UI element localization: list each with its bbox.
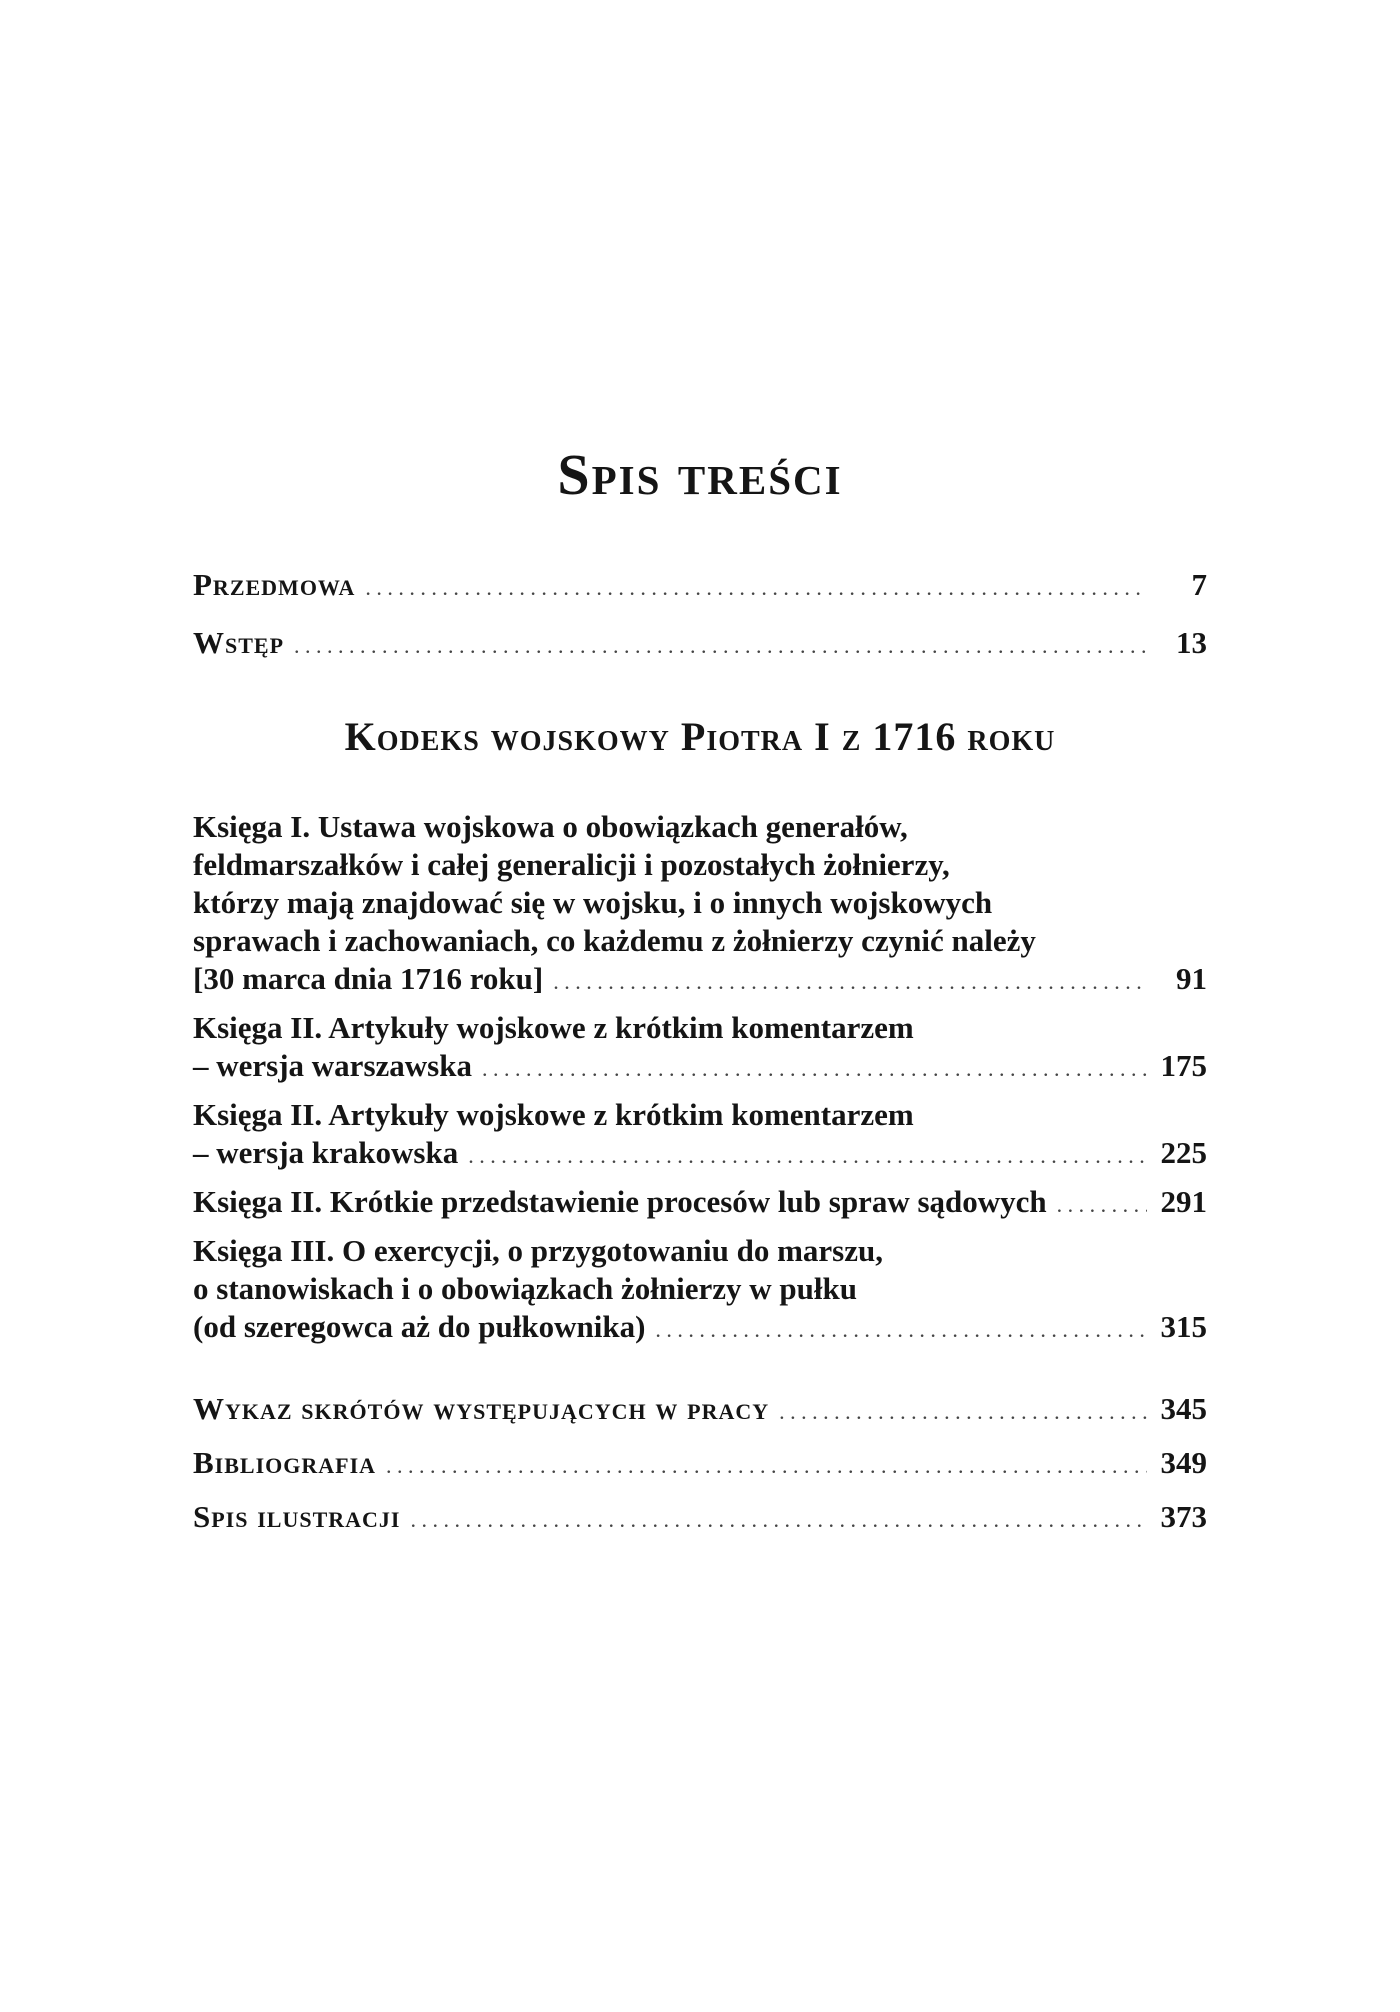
toc-entry-line: feldmarszałków i całej generalicji i pozostałych żołnierzy, — [193, 847, 950, 882]
toc-entry-ksiega-2-warszawska[interactable] — [193, 1009, 1207, 1088]
dot-leader — [482, 1047, 1147, 1088]
toc-entry-line: Księga II. Artykuły wojskowe z krótkim komentarzem — [193, 1010, 914, 1045]
toc-entry-line: Księga II. Artykuły wojskowe z krótkim komentarzem — [193, 1097, 914, 1132]
toc-page-number: 225 — [1160, 1135, 1207, 1170]
toc-front — [193, 566, 1207, 682]
toc-entry-label: Bibliografia — [193, 1445, 377, 1480]
toc-page-number: 91 — [1176, 961, 1207, 996]
dot-leader — [779, 1390, 1147, 1431]
toc-entry-ksiega-2-krakowska[interactable] — [193, 1096, 1207, 1175]
toc-entry-przedmowa[interactable] — [193, 566, 1207, 624]
toc-page-number: 175 — [1160, 1048, 1207, 1083]
toc-page-number: 7 — [1191, 567, 1207, 602]
section-heading: Kodeks wojskowy Piotra I z 1716 roku — [344, 714, 1056, 759]
toc-entry-spis-ilustracji[interactable] — [193, 1498, 1207, 1552]
dot-leader — [365, 566, 1147, 607]
toc-chapters — [193, 808, 1207, 1349]
toc-back — [193, 1390, 1207, 1552]
toc-entry-wykaz-skrotow[interactable] — [193, 1390, 1207, 1444]
toc-entry-ksiega-1[interactable] — [193, 808, 1207, 1001]
toc-page-number: 13 — [1176, 625, 1207, 660]
toc-page-number: 373 — [1160, 1499, 1207, 1534]
toc-entry-line: Księga III. O exercycji, o przygotowaniu do marszu, — [193, 1233, 883, 1268]
toc-entry-line: – wersja krakowska — [193, 1135, 459, 1170]
toc-entry-ksiega-3[interactable] — [193, 1232, 1207, 1349]
toc-entry-line: Księga I. Ustawa wojskowa o obowiązkach generałów, — [193, 809, 908, 844]
toc-entry-line: sprawach i zachowaniach, co każdemu z żołnierzy czynić należy — [193, 923, 1036, 958]
toc-entry-ksiega-2-procesy[interactable] — [193, 1183, 1207, 1224]
page-title: Spis treści — [557, 442, 843, 507]
toc-entry-line: o stanowiskach i o obowiązkach żołnierzy w pułku — [193, 1271, 858, 1306]
toc-entry-line: [30 marca dnia 1716 roku] — [193, 961, 544, 996]
toc-entry-label: Spis ilustracji — [193, 1499, 401, 1534]
dot-leader — [294, 624, 1147, 665]
toc-entry-bibliografia[interactable] — [193, 1444, 1207, 1498]
toc-entry-label: Wstęp — [193, 625, 285, 660]
dot-leader — [1057, 1183, 1147, 1224]
toc-page-number: 315 — [1160, 1309, 1207, 1344]
toc-entry-line: którzy mają znajdować się w wojsku, i o innych wojskowych — [193, 885, 993, 920]
toc-page-number: 349 — [1160, 1445, 1207, 1480]
toc-entry-label: Wykaz skrótów występujących w pracy — [193, 1391, 770, 1426]
dot-leader — [468, 1134, 1147, 1175]
toc-entry-label: Przedmowa — [193, 567, 356, 602]
toc-page-number: 345 — [1160, 1391, 1207, 1426]
dot-leader — [410, 1498, 1147, 1539]
dot-leader — [553, 960, 1147, 1001]
toc-entry-line: Księga II. Krótkie przedstawienie procesów lub spraw sądowych — [193, 1184, 1047, 1219]
toc-entry-wstep[interactable] — [193, 624, 1207, 682]
toc-entry-line: – wersja warszawska — [193, 1048, 472, 1083]
toc-entry-line: (od szeregowca aż do pułkownika) — [193, 1309, 646, 1344]
toc-page-number: 291 — [1160, 1184, 1207, 1219]
dot-leader — [386, 1444, 1147, 1485]
dot-leader — [655, 1308, 1147, 1349]
